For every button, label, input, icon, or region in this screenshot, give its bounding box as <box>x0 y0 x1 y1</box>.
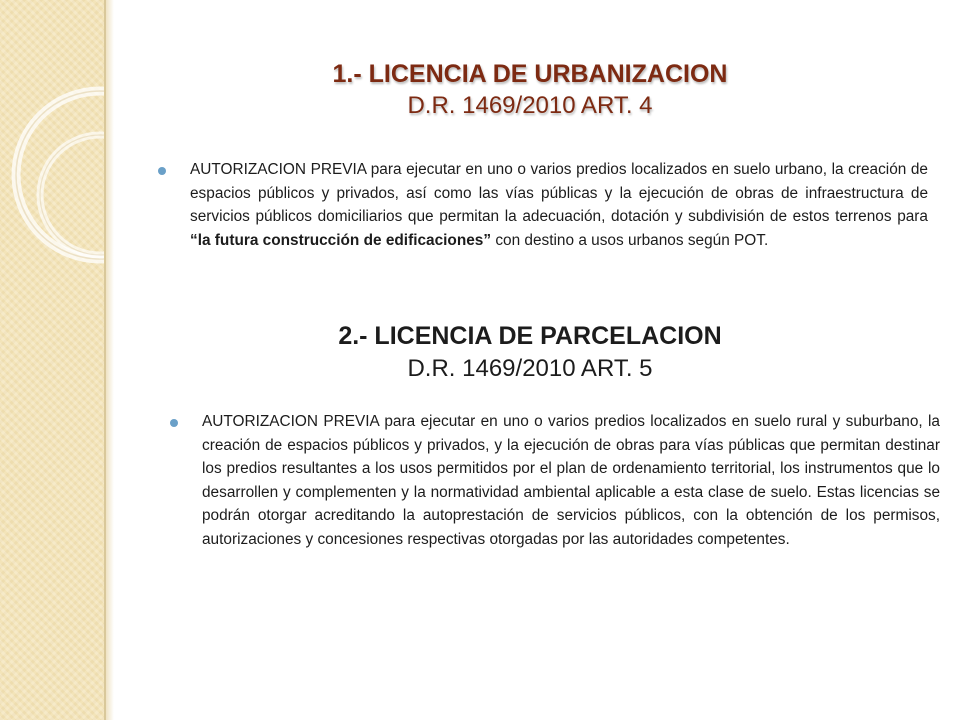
decorative-side-band <box>0 0 104 720</box>
section2-title: 2.- LICENCIA DE PARCELACION <box>338 322 722 350</box>
section1-text-start: AUTORIZACION PREVIA para ejecutar en uno o varios predios localizados en suelo urbano, la creación de espacios públicos y privados, así como las vías públicas y la ejecución de obras de infraestructura de servicios públicos domiciliarios que permitan la adecuación, dotación y subdivisión de estos terrenos para <box>190 161 928 225</box>
section1-text-end: con destino a usos urbanos según POT. <box>491 231 769 249</box>
section1-subtitle: D.R. 1469/2010 ART. 4 <box>407 92 653 119</box>
side-divider-line <box>104 0 106 720</box>
decorative-circles <box>0 0 104 720</box>
section1-bullet <box>158 158 928 252</box>
bullet-icon <box>158 167 166 175</box>
section1-paragraph <box>190 158 928 252</box>
section2-paragraph: AUTORIZACION PREVIA para ejecutar en uno o varios predios localizados en suelo rural y suburbano, la creación de espacios públicos y privados, y la ejecución de obras para vías públicas que permitan destinar los predios resultantes a los usos permitidos por el plan de ordenamiento territorial, los instrumentos que lo desarrollen y complementen y la normatividad ambiental aplicable a esta clase de suelo. Estas licencias se podrán otorgar acreditando la autoprestación de servicios públicos, con la obtención de los permisos, autorizaciones y concesiones respectivas otorgadas por las autoridades competentes. <box>202 413 940 548</box>
bullet-icon <box>170 419 178 427</box>
section2-bullet <box>170 410 940 551</box>
section2-subtitle: D.R. 1469/2010 ART. 5 <box>407 355 653 382</box>
section1-text-bold: “la futura construcción de edificaciones” <box>190 231 492 249</box>
section1-title: 1.- LICENCIA DE URBANIZACION <box>332 60 728 88</box>
